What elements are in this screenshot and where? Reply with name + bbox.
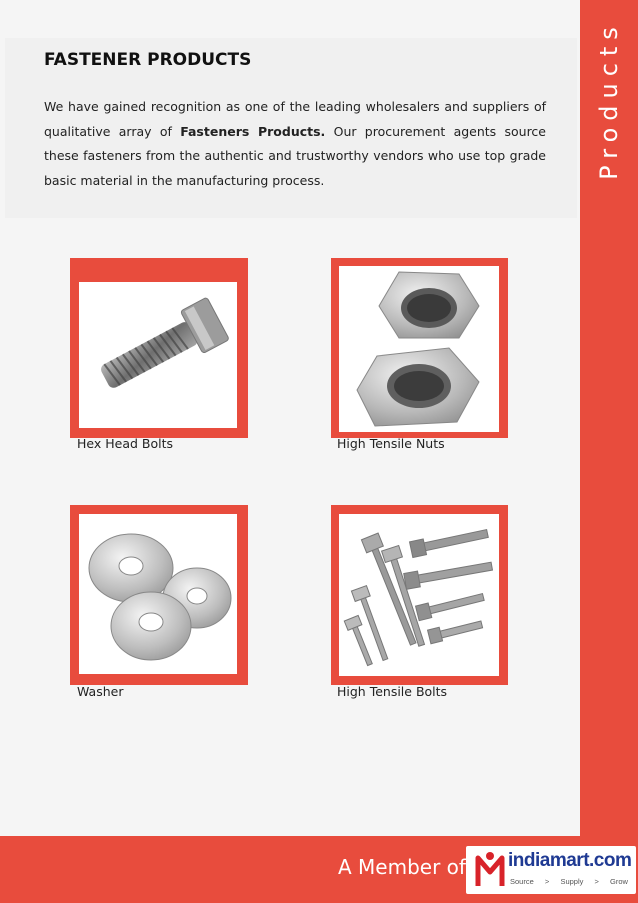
hex-nut-image[interactable] — [339, 266, 499, 432]
product-caption: Hex Head Bolts — [77, 436, 174, 451]
hex-head-bolt-image[interactable] — [79, 282, 237, 428]
washer-image[interactable] — [79, 514, 237, 674]
logo-tagline: Source > Supply > Grow — [510, 877, 628, 886]
page-title: FASTENER PRODUCTS — [44, 50, 252, 70]
intro-highlight: Fasteners Products. — [180, 123, 326, 139]
product-caption: High Tensile Bolts — [337, 684, 448, 699]
intro-description: We have gained recognition as one of the leading wholesalers and suppliers of qualitative array of Fasteners Products. Our procurement agents source these fasteners from the authentic and trustworthy vendors who use top grade basic material in the manufacturing process. — [44, 99, 546, 188]
product-caption: High Tensile Nuts — [337, 436, 445, 451]
indiamart-logo-icon — [474, 850, 506, 890]
sidebar-label: Products — [595, 19, 624, 180]
member-text: A Member of — [338, 855, 466, 879]
bolts-image[interactable] — [339, 514, 499, 676]
product-caption: Washer — [77, 684, 124, 699]
logo-wordmark: indiamart.com — [508, 850, 632, 871]
